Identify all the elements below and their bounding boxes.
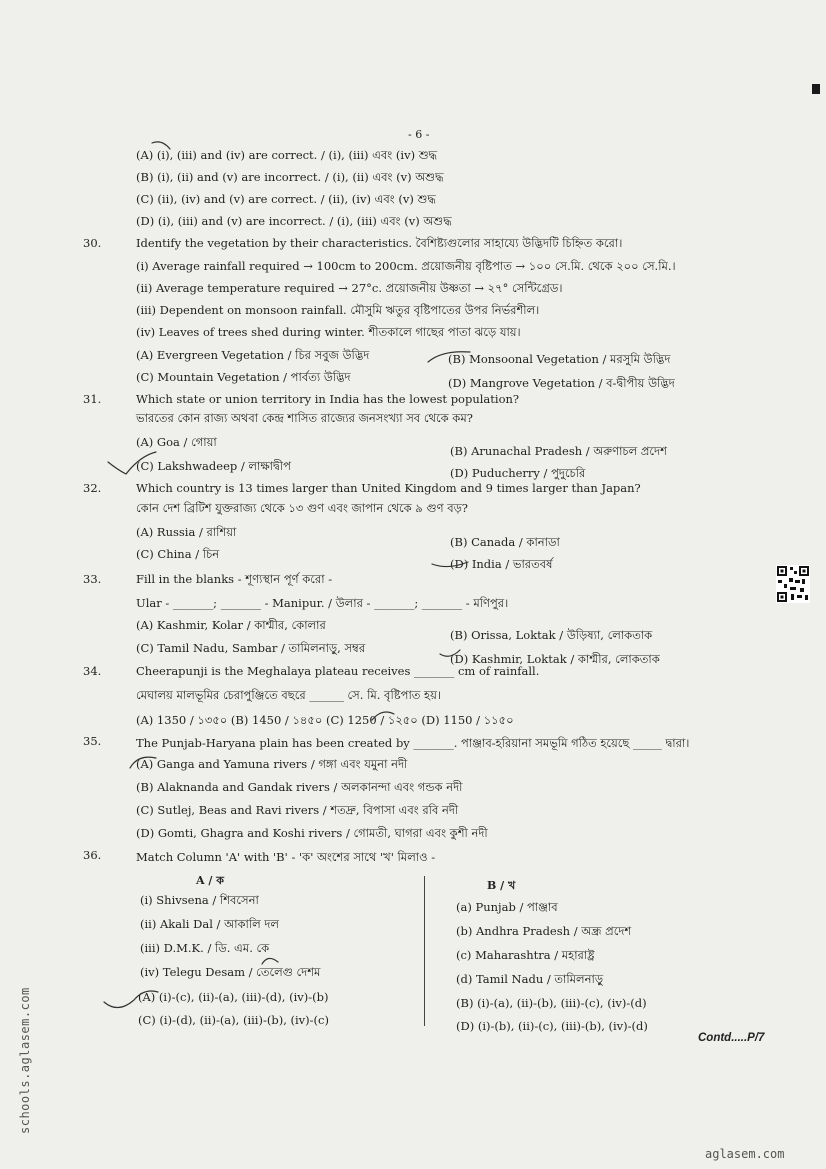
- q36-column-a-heading: A / ক: [196, 874, 224, 887]
- top-option-a: (A) (i), (iii) and (iv) are correct. / (i), (iii) এবং (iv) শুদ্ধ: [136, 148, 438, 162]
- q33-option-b: (B) Orissa, Loktak / উড়িষ্যা, লোকতাক: [450, 628, 653, 642]
- q31-number: 31.: [83, 392, 102, 406]
- continued-note: Contd.....P/7: [698, 1032, 765, 1044]
- q33-number: 33.: [83, 572, 102, 586]
- q34-stem-bn: মেঘালয় মালভূমির চেরাপুঞ্জিতে বছরে ______ সে. মি. বৃষ্টিপাত হয়।: [136, 688, 441, 702]
- q33-blank-line: Ular - _______; _______ - Manipur. / উলার - _______; _______ - মণিপুর।: [136, 596, 509, 610]
- q32-number: 32.: [83, 481, 102, 495]
- q36-number: 36.: [83, 848, 102, 862]
- qr-code-icon: [776, 565, 810, 603]
- q31-stem-en: Which state or union territory in India has the lowest population?: [136, 392, 520, 406]
- q34-number: 34.: [83, 664, 102, 678]
- q34-stem-en: Cheerapunji is the Meghalaya plateau receives _______ cm of rainfall.: [136, 664, 540, 678]
- q31-option-c: (C) Lakshwadeep / লাক্ষাদ্বীপ: [136, 459, 291, 473]
- q35-option-d: (D) Gomti, Ghagra and Koshi rivers / গোমতী, ঘাগরা এবং কুশী নদী: [136, 826, 488, 840]
- q32-stem-en: Which country is 13 times larger than United Kingdom and 9 times larger than Japan?: [136, 481, 641, 495]
- q30-option-c: (C) Mountain Vegetation / পার্বত্য উদ্ভিদ: [136, 370, 351, 384]
- q36-col-a-item-2: (ii) Akali Dal / আকালি দল: [140, 917, 279, 931]
- q36-column-b-heading: B / খ: [487, 879, 516, 892]
- q30-point-3: (iii) Dependent on monsoon rainfall. মৌসুমি ঋতুর বৃষ্টিপাতের উপর নির্ভরশীল।: [136, 303, 540, 317]
- q30-option-a: (A) Evergreen Vegetation / চির সবুজ উদ্ভিদ: [136, 348, 370, 362]
- q33-option-d: (D) Kashmir, Loktak / কাশ্মীর, লোকতাক: [450, 652, 660, 666]
- q31-option-a: (A) Goa / গোয়া: [136, 435, 217, 449]
- bottom-watermark: aglasem.com: [705, 1147, 785, 1161]
- page-number: - 6 -: [408, 128, 430, 141]
- q33-option-a: (A) Kashmir, Kolar / কাশ্মীর, কোলার: [136, 618, 326, 632]
- q36-option-c: (C) (i)-(d), (ii)-(a), (iii)-(b), (iv)-(c): [138, 1013, 329, 1027]
- q36-col-b-item-3: (c) Maharashtra / মহারাষ্ট্র: [456, 948, 595, 962]
- q36-col-b-item-4: (d) Tamil Nadu / তামিলনাড়ু: [456, 972, 604, 986]
- q36-option-b: (B) (i)-(a), (ii)-(b), (iii)-(c), (iv)-(d): [456, 996, 647, 1010]
- q30-stem: Identify the vegetation by their characteristics. বৈশিষ্ট্যগুলোর সাহায্যে উদ্ভিদটি চিহ্নিত করো।: [136, 236, 623, 250]
- q33-stem: Fill in the blanks - শূণ্যস্থান পূর্ণ করো -: [136, 572, 333, 586]
- q31-stem-bn: ভারতের কোন রাজ্য অথবা কেন্দ্র শাসিত রাজ্যের জনসংখ্যা সব থেকে কম?: [136, 411, 473, 425]
- top-option-b: (B) (i), (ii) and (v) are incorrect. / (i), (ii) এবং (v) অশুদ্ধ: [136, 170, 444, 184]
- q30-point-1: (i) Average rainfall required → 100cm to 200cm. প্রয়োজনীয় বৃষ্টিপাত → ১০০ সে.মি. থেকে ২০০ সে.মি.।: [136, 259, 676, 273]
- q32-stem-bn: কোন দেশ ব্রিটিশ যুক্তরাজ্য থেকে ১৩ গুণ এবং জাপান থেকে ৯ গুণ বড়?: [136, 501, 468, 515]
- q34-options: (A) 1350 / ১৩৫০ (B) 1450 / ১৪৫০ (C) 1250 / ১২৫০ (D) 1150 / ১১৫০: [136, 713, 514, 727]
- q36-stem: Match Column 'A' with 'B' - 'ক' অংশের সাথে 'খ' মিলাও -: [136, 850, 436, 864]
- q36-option-d: (D) (i)-(b), (ii)-(c), (iii)-(b), (iv)-(d): [456, 1019, 648, 1033]
- q32-option-a: (A) Russia / রাশিয়া: [136, 525, 237, 539]
- q35-option-b: (B) Alaknanda and Gandak rivers / অলকানন্দা এবং গন্ডক নদী: [136, 780, 463, 794]
- q35-option-a: (A) Ganga and Yamuna rivers / গঙ্গা এবং যমুনা নদী: [136, 757, 408, 771]
- q33-option-c: (C) Tamil Nadu, Sambar / তামিলনাড়ু, সম্বর: [136, 641, 366, 655]
- q36-option-a: (A) (i)-(c), (ii)-(a), (iii)-(d), (iv)-(b): [138, 990, 329, 1004]
- q36-col-a-item-3: (iii) D.M.K. / ডি. এম. কে: [140, 941, 270, 955]
- side-watermark: schools.aglasem.com: [18, 987, 32, 1134]
- q30-option-b: (B) Monsoonal Vegetation / মরসুমি উদ্ভিদ: [448, 352, 671, 366]
- q32-option-d: (D) India / ভারতবর্ষ: [450, 557, 553, 571]
- q31-option-b: (B) Arunachal Pradesh / অরুণাচল প্রদেশ: [450, 444, 667, 458]
- q30-option-d: (D) Mangrove Vegetation / ব-দ্বীপীয় উদ্ভিদ: [448, 376, 675, 390]
- q35-stem: The Punjab-Haryana plain has been created by _______. পাঞ্জাব-হরিয়ানা সমভূমি গঠিত হয়েছে _____ দ্বারা।: [136, 736, 690, 750]
- top-option-d: (D) (i), (iii) and (v) are incorrect. / (i), (iii) এবং (v) অশুদ্ধ: [136, 214, 452, 228]
- q36-col-b-item-1: (a) Punjab / পাঞ্জাব: [456, 900, 558, 914]
- q36-col-a-item-1: (i) Shivsena / শিবসেনা: [140, 893, 259, 907]
- q35-number: 35.: [83, 734, 102, 748]
- q32-option-c: (C) China / চিন: [136, 547, 220, 561]
- q31-option-d: (D) Puducherry / পুদুচেরি: [450, 466, 586, 480]
- q36-col-a-item-4: (iv) Telegu Desam / তেলেগু দেশম: [140, 965, 321, 979]
- q30-point-4: (iv) Leaves of trees shed during winter. শীতকালে গাছের পাতা ঝড়ে যায়।: [136, 325, 521, 339]
- column-divider: [424, 876, 425, 1026]
- q36-col-b-item-2: (b) Andhra Pradesh / অন্ধ্র প্রদেশ: [456, 924, 632, 938]
- top-option-c: (C) (ii), (iv) and (v) are correct. / (ii), (iv) এবং (v) শুদ্ধ: [136, 192, 436, 206]
- q35-option-c: (C) Sutlej, Beas and Ravi rivers / শতদ্রু, বিপাসা এবং রবি নদী: [136, 803, 459, 817]
- corner-mark: [812, 84, 820, 94]
- q30-number: 30.: [83, 236, 102, 250]
- q32-option-b: (B) Canada / কানাডা: [450, 535, 560, 549]
- q30-point-2: (ii) Average temperature required → 27°c. প্রয়োজনীয় উষ্ণতা → ২৭° সেন্টিগ্রেড।: [136, 281, 563, 295]
